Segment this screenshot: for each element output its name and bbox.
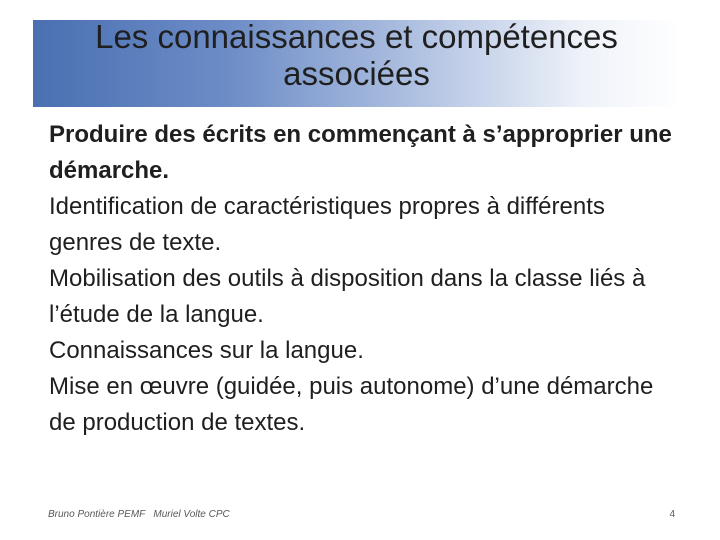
body-paragraph: Mobilisation des outils à disposition dans la classe liés à l’étude de la langue. [49,265,646,328]
page-number: 4 [669,509,675,520]
footer-authors: Bruno Pontière PEMF Muriel Volte CPC [48,509,230,520]
body-paragraph-lead: Produire des écrits en commençant à s’approprier une démarche. [49,121,672,184]
body-paragraph: Connaissances sur la langue. [49,337,364,364]
body-paragraph: Identification de caractéristiques propres à différents genres de texte. [49,193,605,256]
slide-title: Les connaissances et compétences associées [95,18,618,92]
body-paragraph: Mise en œuvre (guidée, puis autonome) d’une démarche de production de textes. [49,373,654,436]
slide-body [49,117,679,441]
